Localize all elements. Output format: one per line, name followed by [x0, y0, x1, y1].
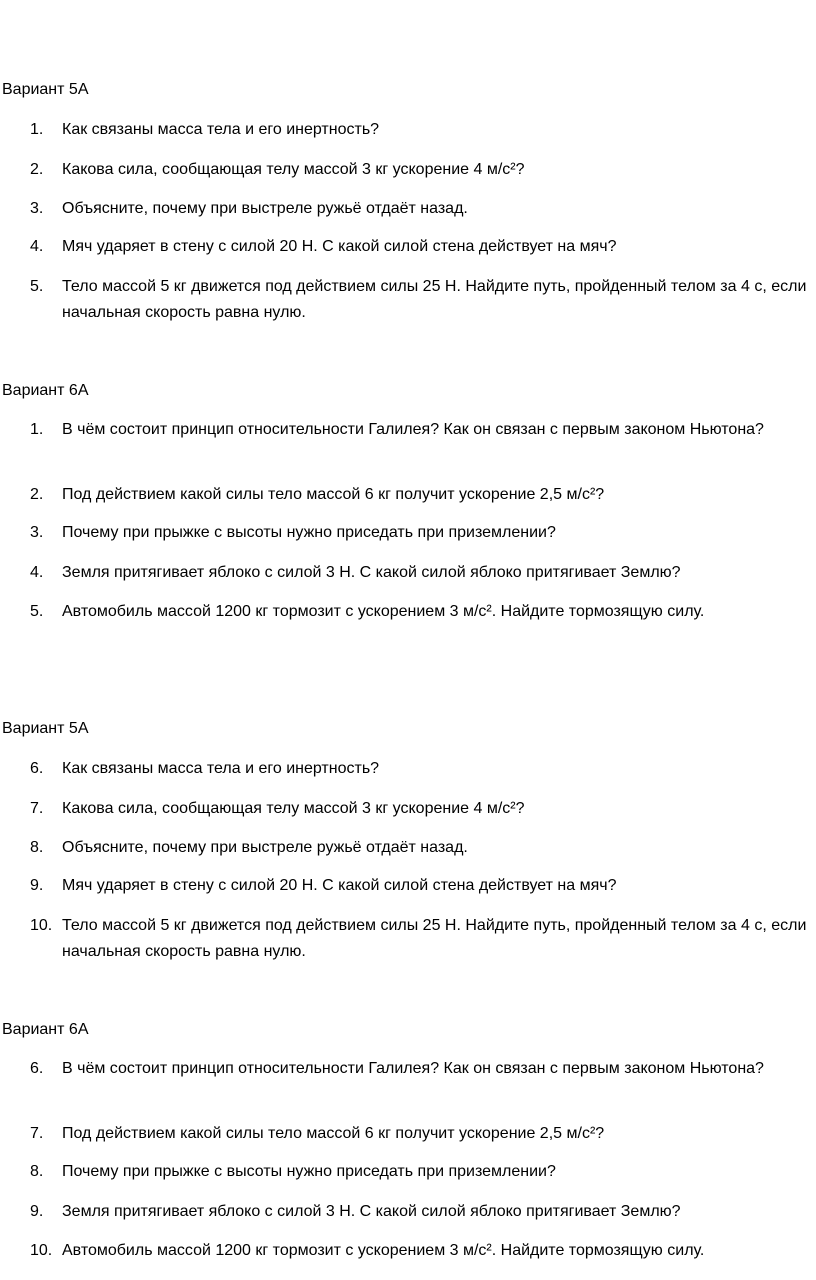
question-text: Почему при прыжке с высоты нужно приседать при приземлении? — [62, 524, 556, 541]
question-number: 8. — [30, 839, 44, 856]
question-number: 9. — [30, 1203, 44, 1220]
question-item — [30, 196, 816, 222]
question-number: 5. — [30, 278, 44, 295]
question-item — [30, 274, 816, 326]
question-text: Автомобиль массой 1200 кг тормозит с ускорением 3 м/с². Найдите тормозящую силу. — [62, 1242, 705, 1259]
question-number: 9. — [30, 877, 44, 894]
question-number: 2. — [30, 161, 44, 178]
question-text: В чём состоит принцип относительности Галилея? Как он связан с первым законом Ньютона? — [62, 421, 764, 438]
question-item — [30, 417, 816, 443]
question-number: 1. — [30, 121, 44, 138]
question-item — [30, 520, 816, 546]
question-number: 6. — [30, 760, 44, 777]
question-item — [30, 796, 816, 822]
question-number: 8. — [30, 1163, 44, 1180]
question-text: Какова сила, сообщающая телу массой 3 кг ускорение 4 м/с²? — [62, 161, 525, 178]
section-title: Вариант 5А — [2, 720, 89, 737]
question-text: Мяч ударяет в стену с силой 20 Н. С какой силой стена действует на мяч? — [62, 877, 617, 894]
question-text: Под действием какой силы тело массой 6 кг получит ускорение 2,5 м/с²? — [62, 486, 605, 503]
question-text: Под действием какой силы тело массой 6 кг получит ускорение 2,5 м/с²? — [62, 1125, 605, 1142]
question-item — [30, 873, 816, 899]
question-number: 4. — [30, 238, 44, 255]
question-text: В чём состоит принцип относительности Галилея? Как он связан с первым законом Ньютона? — [62, 1060, 764, 1077]
question-text: Объясните, почему при выстреле ружьё отдаёт назад. — [62, 200, 468, 217]
question-number: 3. — [30, 524, 44, 541]
question-number: 3. — [30, 200, 44, 217]
question-item — [30, 599, 816, 625]
question-text: Как связаны масса тела и его инертность? — [62, 121, 380, 138]
question-item — [30, 1121, 816, 1147]
question-number: 6. — [30, 1060, 44, 1077]
question-item — [30, 234, 816, 260]
question-text: Как связаны масса тела и его инертность? — [62, 760, 380, 777]
question-number: 7. — [30, 1125, 44, 1142]
question-item — [30, 1199, 816, 1225]
question-number: 7. — [30, 800, 44, 817]
question-number: 2. — [30, 486, 44, 503]
question-number: 5. — [30, 603, 44, 620]
question-text: Какова сила, сообщающая телу массой 3 кг ускорение 4 м/с²? — [62, 800, 525, 817]
question-text: Мяч ударяет в стену с силой 20 Н. С какой силой стена действует на мяч? — [62, 238, 617, 255]
question-item — [30, 756, 816, 782]
question-text: Почему при прыжке с высоты нужно приседать при приземлении? — [62, 1163, 556, 1180]
question-item — [30, 913, 816, 965]
question-item — [30, 482, 816, 508]
question-number: 4. — [30, 564, 44, 581]
question-text: Земля притягивает яблоко с силой 3 Н. С какой силой яблоко притягивает Землю? — [62, 1203, 681, 1220]
section-title: Вариант 6А — [2, 382, 89, 399]
question-item — [30, 1238, 816, 1264]
question-item — [30, 835, 816, 861]
question-item — [30, 157, 816, 183]
question-item — [30, 117, 816, 143]
question-item — [30, 1159, 816, 1185]
question-number: 10. — [30, 917, 53, 934]
question-text: Объясните, почему при выстреле ружьё отдаёт назад. — [62, 839, 468, 856]
question-text: Тело массой 5 кг движется под действием силы 25 Н. Найдите путь, пройденный телом за 4 с, если начальная скорость равна нулю. — [62, 917, 807, 960]
question-text: Тело массой 5 кг движется под действием силы 25 Н. Найдите путь, пройденный телом за 4 с, если начальная скорость равна нулю. — [62, 278, 807, 321]
question-text: Автомобиль массой 1200 кг тормозит с ускорением 3 м/с². Найдите тормозящую силу. — [62, 603, 705, 620]
question-number: 1. — [30, 421, 44, 438]
question-item — [30, 1056, 816, 1082]
question-item — [30, 560, 816, 586]
question-text: Земля притягивает яблоко с силой 3 Н. С какой силой яблоко притягивает Землю? — [62, 564, 681, 581]
question-number: 10. — [30, 1242, 53, 1259]
section-title: Вариант 6А — [2, 1021, 89, 1038]
section-title: Вариант 5А — [2, 81, 89, 98]
